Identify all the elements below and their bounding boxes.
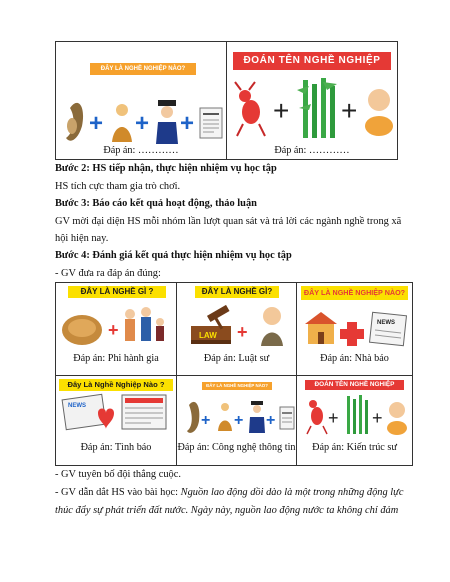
law-badge: LAW [199,331,217,340]
closing-line-2-prefix: - GV dẫn dắt HS vào bài học: [55,487,181,498]
answer-cell [56,283,177,376]
lawbook-monk-icon [177,300,297,360]
step3-body-1: GV mời đại diện HS mỗi nhóm lần lượt quan sát và trả lời các ngành nghề trong xã [55,216,402,227]
closing-line-1: - GV tuyên bố đội thắng cuộc. [55,469,181,480]
step2-body: HS tích cực tham gia trò chơi. [55,181,181,192]
step2-title: Bước 2: HS tiếp nhận, thực hiện nhiệm vụ học tập [55,163,277,174]
answer-cell [297,376,412,465]
ant-bamboo-monk-icon-2 [297,392,412,444]
answer-caption: Đáp án: Phi hành gia [73,353,159,364]
closing-line-3: thúc đẩy sự phát triển đất nước. Ngày này, nguồn lao động nước ta không chỉ đảm [55,505,399,516]
puzzle-banner [59,379,173,391]
news-badge: NEWS [377,320,395,326]
answer-cell [177,283,297,376]
puzzle-banner: ĐOÁN TÊN NGHỀ NGHIỆP [233,52,391,70]
answer-cell [177,376,297,465]
svg-text:+: + [237,322,248,342]
puzzle-banner [301,286,408,300]
svg-text:+: + [234,412,244,429]
svg-text:+: + [108,320,119,340]
svg-text:+: + [180,110,195,137]
svg-text:+: + [135,110,150,137]
banner-text: ĐÂY LÀ NGHỀ GÌ? [201,287,273,296]
people-icon-2 [177,393,297,445]
svg-text:+: + [328,408,339,428]
svg-text:+: + [266,412,276,429]
house-newspaper-icon [297,300,412,360]
step3-title: Bước 3: Báo cáo kết quả hoạt động, thảo luận [55,198,257,209]
puzzle-cell-left [56,42,227,159]
step4-title: Bước 4: Đánh giá kết quả thực hiện nhiệm vụ học tập [55,250,292,261]
dried-food-family-icon [56,300,176,360]
step4-body: - GV đưa ra đáp án đúng: [55,268,161,279]
puzzle-table-top [55,41,398,160]
banner-text: Đây Là Nghề Nghiệp Nào ? [67,380,165,389]
banner-text: ĐOÁN TÊN NGHỀ NGHIỆP [314,381,395,388]
svg-text:+: + [341,95,358,126]
answers-table [55,282,413,466]
banner-text: ĐÂY LÀ NGHỀ GÌ ? [80,287,154,296]
banner-text: ĐÂY LÀ NGHỀ NGHIỆP NÀO? [303,288,406,297]
puzzle-banner [202,382,272,390]
news-badge-2: NEWS [68,403,86,409]
puzzle-cell-right [227,42,397,159]
svg-text:+: + [273,95,290,126]
closing-line-2-italic: Nguồn lao động dồi dào là một trong những động lực [180,487,404,498]
answer-caption: Đáp án: Nhà báo [320,353,389,364]
puzzle-banner [305,380,404,390]
ant-bamboo-monk-icon [227,74,397,144]
puzzle-banner: ĐÂY LÀ NGHỀ NGHIỆP NÀO? [90,63,196,75]
svg-text:+: + [89,110,104,137]
answer-caption: Đáp án: Luật sư [203,353,270,364]
answer-cell [297,283,412,376]
closing-line-2 [55,486,403,499]
puzzle-banner [195,286,279,298]
answer-caption: Đáp án: Công nghệ thông tin [177,442,296,453]
svg-text:+: + [201,412,211,429]
people-icon [56,82,226,152]
answer-blank: Đáp án: ………… [103,145,179,156]
svg-text:+: + [372,408,383,428]
banner-text: ĐÂY LÀ NGHỀ NGHIỆP NÀO? [206,383,268,388]
answer-blank: Đáp án: ………… [274,145,350,156]
answer-caption: Đáp án: Kiến trúc sư [312,442,397,453]
puzzle-banner [68,286,166,298]
answer-cell [56,376,177,465]
news-heart-icon [56,391,176,447]
answer-caption: Đáp án: Tình báo [80,442,152,453]
step3-body-2: hội hiện nay. [55,233,109,244]
